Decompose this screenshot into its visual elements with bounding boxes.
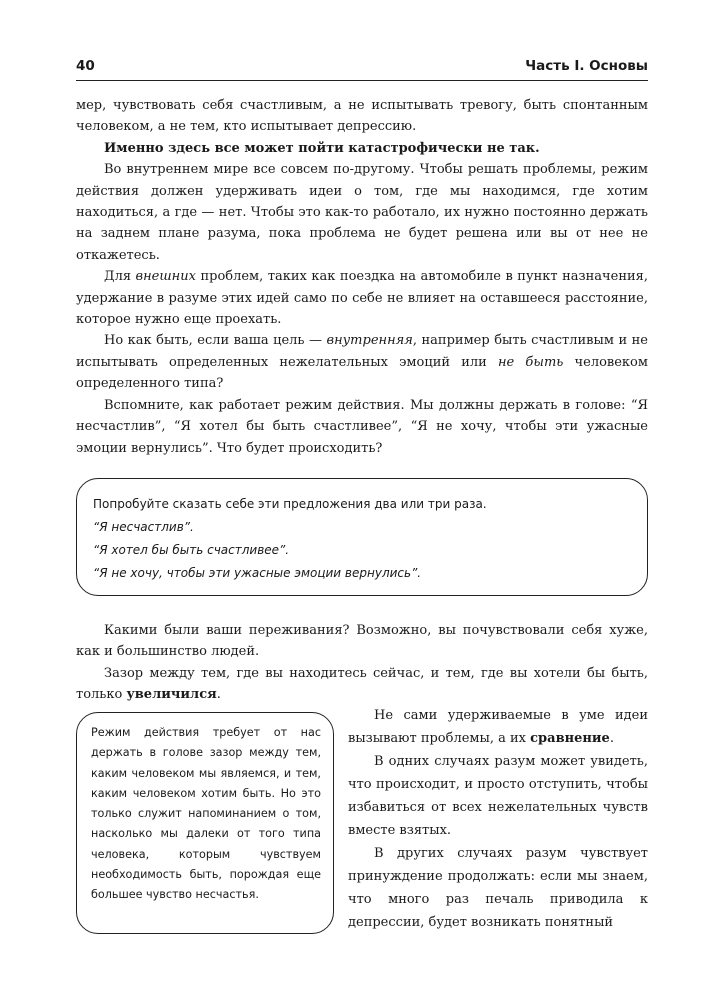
text-run: Для [104,269,136,285]
exercise-box [76,478,648,596]
callout-box [76,712,334,934]
main-text-top [76,95,648,459]
paragraph: В одних случаях разум может увидеть, что происходит, и просто отступить, чтобы избавиться от всех нежелательных чувств вместе взятых. [348,754,648,838]
text-run: Но как быть, если ваша цель — [104,333,327,349]
bold-text: сравнение [530,731,610,746]
page-header [76,56,648,81]
callout-text: Режим действия требует от нас держать в голове зазор между тем, каким человеком мы являемся, и тем, каким человеком хотим быть. Но это только служит напоминанием о том, насколько мы далеки от того типа человека, которым чувствуем необходимость быть, порождая еще большее чувство несчастья. [91,726,321,902]
text-run: Зазор между тем, где вы находитесь сейчас, и тем, где вы хотели бы быть, только [76,665,648,703]
exercise-line: “Я не хочу, чтобы эти ужасные эмоции вернулись”. [93,566,422,580]
text-run: . [216,687,221,703]
text-run: . [609,731,614,746]
text-run: Не сами удерживаемые в уме идеи вызывают проблемы, а их [348,708,648,746]
paragraph [76,663,648,706]
paragraph [76,266,648,330]
paragraph: Во внутреннем мире все совсем по-другому. Чтобы решать проблемы, режим действия должен удерживать идеи о том, где мы находимся, где хотим находиться, а где — нет. Чтобы это как-то работало, их нужно постоянно держать на заднем плане разума, пока проблема не будет решена или вы от нее не откажетесь. [76,162,648,263]
paragraph [76,330,648,394]
paragraph: В других случаях разум чувствует принуждение продолжать: если мы знаем, что много раз печаль приводила к депрессии, будет возникать понятный [348,846,648,930]
bold-statement [76,138,648,159]
italic-text: не быть [497,354,564,370]
exercise-heading: Попробуйте сказать себе эти предложения два или три раза. [93,497,487,511]
paragraph: Какими были ваши переживания? Возможно, вы почувствовали себя хуже, как и большинство людей. [76,623,648,660]
italic-text: внутренняя [326,333,413,349]
paragraph: мер, чувствовать себя счастливым, а не испытывать тревогу, быть спонтанным человеком, а не тем, кто испытывает депрессию. [76,98,648,135]
paragraph: Вспомните, как работает режим действия. Мы должны держать в голове: “Я несчастлив”, “Я хотел бы быть счастливее”, “Я не хочу, чтобы эти ужасные эмоции вернулись”. Что будет происходить? [76,397,648,456]
paragraph [348,704,648,750]
right-column-text [348,704,648,934]
text-run: проблем, таких как поездка на автомобиле в пункт назначения, удержание в разуме этих идей само по себе не влияет на оставшееся расстояние, которое нужно еще проехать. [76,269,648,328]
exercise-line: “Я хотел бы быть счастливее”. [93,543,290,557]
page-number: 40 [76,58,95,74]
bold-text: Именно здесь все может пойти катастрофически не так. [104,140,540,156]
bold-text: увеличился [126,687,217,703]
main-text-middle [76,620,648,706]
text-run: , например быть счастливым и не испытывать определенных нежелательных эмоций или [76,333,648,370]
italic-text: внешних [135,269,196,285]
text-run: человеком определенного типа? [76,354,648,392]
running-title: Часть I. Основы [525,58,648,74]
exercise-line: “Я несчастлив”. [93,520,194,534]
